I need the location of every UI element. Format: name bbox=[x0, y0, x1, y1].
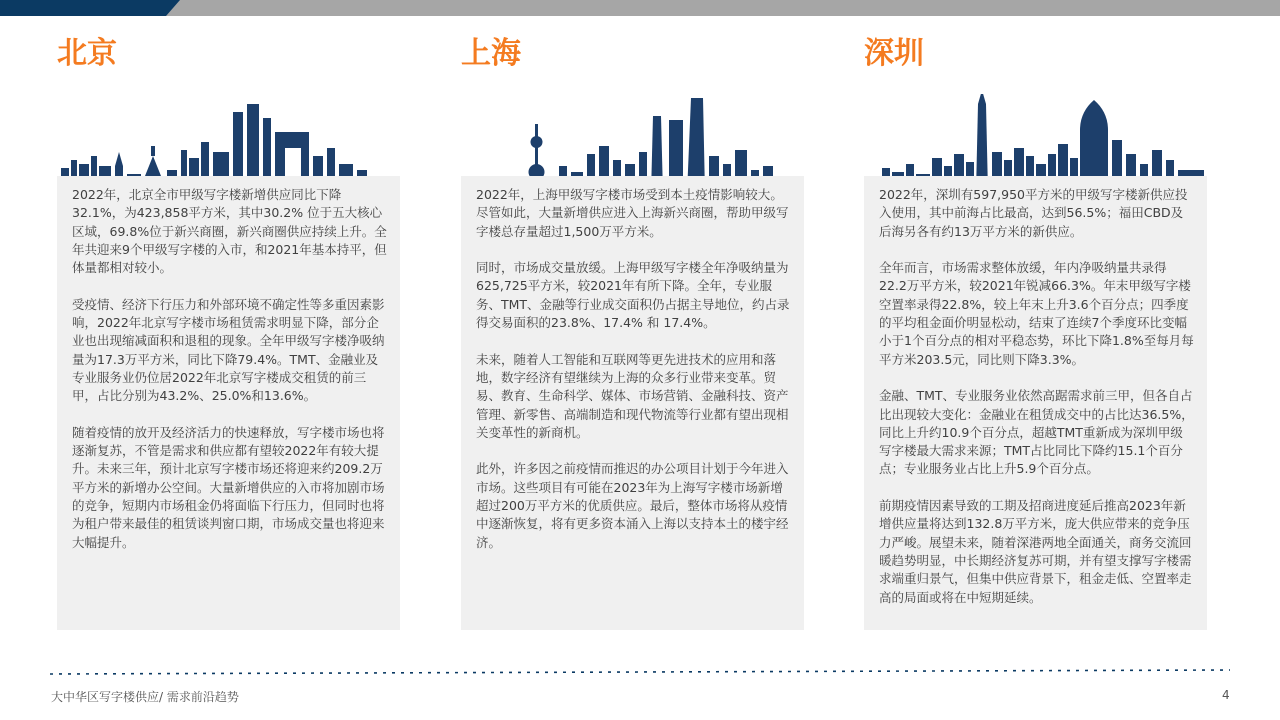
paragraph: 同时，市场成交量放缓。上海甲级写字楼全年净吸纳量为625,725平方米，较2021年有所下降。全年，专业服务、TMT、金融等行业成交面积仍占据主导地位，约占录得交易面积的23.8%、17.4% 和 17.4%。 bbox=[476, 260, 790, 331]
shenzhen-text-card bbox=[864, 176, 1207, 630]
paragraph: 金融、TMT、专业服务业依然高踞需求前三甲，但各自占比出现较大变化：金融业在租赁成交中的占比达36.5%，同比上升约10.9个百分点，超越TMT重新成为深圳甲级写字楼最大需求来源；TMT占比同比下降约15.1个百分点；专业服务业占比上升5.9个百分点。 bbox=[879, 388, 1194, 477]
shanghai-text-card bbox=[461, 176, 804, 630]
paragraph: 随着疫情的放开及经济活力的快速释放，写字楼市场也将逐渐复苏，不管是需求和供应都有望较2022年有较大提升。未来三年，预计北京写字楼市场还将迎来约209.2万平方米的新增办公空间。大量新增供应的入市将加剧市场的竞争，短期内市场租金仍将面临下行压力，但同时也将为租户带来最佳的租赁谈判窗口期，市场成交量也将迎来大幅提升。 bbox=[72, 424, 385, 550]
paragraph: 前期疫情因素导致的工期及招商进度延后推高2023年新增供应量将达到132.8万平方米，庞大供应带来的竞争压力严峻。展望未来，随着深港两地全面通关，商务交流回暖趋势明显，中长期经济复苏可期，并有望支撑写字楼需求端重归景气，但集中供应背景下，租金走低、空置率走高的局面或将在中短期延续。 bbox=[879, 498, 1192, 605]
paragraph: 2022年，北京全市甲级写字楼新增供应同比下降32.1%，为423,858平方米，其中30.2% 位于五大核心区域，69.8%位于新兴商圈，新兴商圈供应持续上升。全年共迎来9个甲级写字楼的入市，和2021年基本持平，但体量都相对较小。 bbox=[72, 187, 387, 276]
page-number: 4 bbox=[1222, 688, 1230, 702]
paragraph: 2022年，上海甲级写字楼市场受到本土疫情影响较大。尽管如此，大量新增供应进入上海新兴商圈，帮助甲级写字楼总存量超过1,500万平方米。 bbox=[476, 187, 789, 239]
beijing-text-card bbox=[57, 176, 400, 630]
city-title: 上海 bbox=[461, 36, 521, 71]
paragraph: 全年而言，市场需求整体放缓，年内净吸纳量共录得22.2万平方米，较2021年锐减66.3%。年末甲级写字楼空置率录得22.8%，较上年末上升3.6个百分点；四季度的平均租金面价明显松动，结束了连续7个季度环比变幅小于1个百分点的相对平稳态势，环比下降1.8%至每月每平方米203.5元，同比则下降3.3%。 bbox=[879, 260, 1194, 367]
paragraph: 未来，随着人工智能和互联网等更先进技术的应用和落地，数字经济有望继续为上海的众多行业带来变革。贸易、教育、生命科学、媒体、市场营销、金融科技、资产管理、新零售、高端制造和现代物流等行业都有望出现相关变革性的新商机。 bbox=[476, 351, 789, 440]
footer-title: 大中华区写字楼供应/ 需求前沿趋势 bbox=[51, 690, 239, 704]
paragraph: 2022年，深圳有597,950平方米的甲级写字楼新供应投入使用，其中前海占比最高，达到56.5%；福田CBD及后海另各有约13万平方米的新供应。 bbox=[879, 187, 1188, 239]
footer-divider bbox=[50, 669, 1230, 675]
city-title: 深圳 bbox=[864, 36, 924, 71]
paragraph: 此外，许多因之前疫情而推迟的办公项目计划于今年进入市场。这些项目有可能在2023年为上海写字楼市场新增超过200万平方米的优质供应。最后，整体市场将从疫情中逐渐恢复，将有更多资本涌入上海以支持本土的楼宇经济。 bbox=[476, 461, 789, 550]
paragraph: 受疫情、经济下行压力和外部环境不确定性等多重因素影响，2022年北京写字楼市场租赁需求明显下降，部分企业也出现缩减面积和退租的现象。全年甲级写字楼净吸纳量为17.3万平方米，同比下降79.4%。TMT、金融业及专业服务业仍位居2022年北京写字楼成交租赁的前三甲，占比分别为43.2%、25.0%和13.6%。 bbox=[72, 296, 385, 404]
top-bar-accent bbox=[0, 0, 180, 16]
top-bar bbox=[0, 0, 1280, 16]
city-title: 北京 bbox=[57, 36, 117, 71]
